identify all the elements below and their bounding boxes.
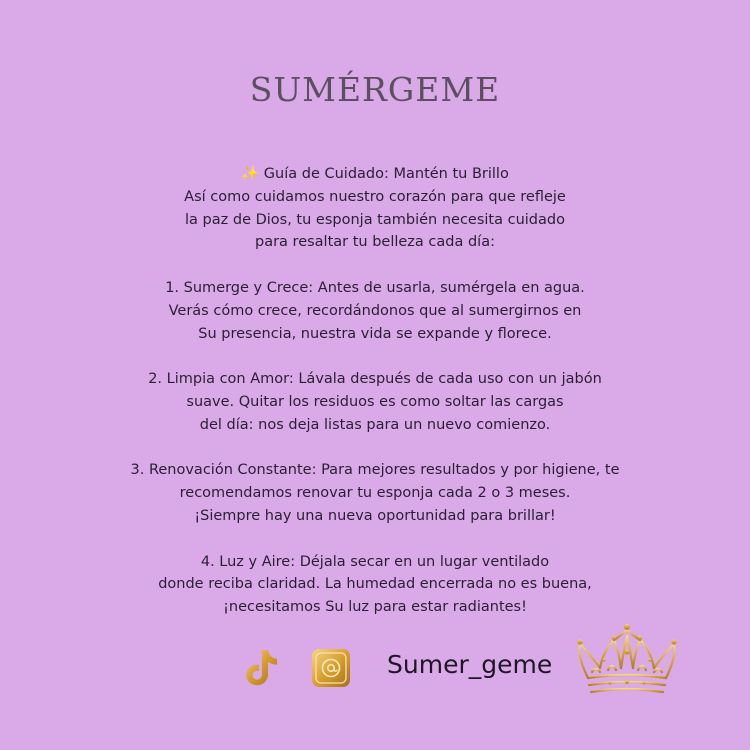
tiktok-icon[interactable] [243, 648, 281, 688]
step-line: 1. Sumerge y Crece: Antes de usarla, sumérgela en agua. [165, 279, 585, 296]
step-line: 2. Limpia con Amor: Lávala después de cada uso con un jabón [148, 371, 602, 388]
step-line: ¡Siempre hay una nueva oportunidad para brillar! [194, 507, 556, 524]
crown-icon [574, 622, 680, 698]
step-line: Su presencia, nuestra vida se expande y florece. [198, 325, 552, 342]
social-handle: Sumer_geme [387, 650, 553, 679]
step-line: 4. Luz y Aire: Déjala secar en un lugar ventilado [200, 553, 550, 570]
step-line: suave. Quitar los residuos es como soltar las cargas [186, 393, 564, 410]
step-2 [100, 368, 650, 436]
intro-line: la paz de Dios, tu esponja también necesita cuidado [185, 211, 565, 228]
page-title: SUMÉRGEME [249, 70, 501, 109]
guide-heading: ✨ Guía de Cuidado: Mantén tu Brillo [241, 166, 509, 182]
step-4 [100, 551, 650, 619]
step-3 [100, 459, 650, 527]
instagram-icon[interactable] [311, 648, 351, 688]
social-footer [0, 622, 750, 702]
care-guide [100, 163, 650, 619]
step-line: 3. Renovación Constante: Para mejores resultados y por higiene, te [130, 462, 620, 479]
intro-line: para resaltar tu belleza cada día: [255, 234, 495, 251]
step-line: Verás cómo crece, recordándonos que al sumergirnos en [168, 302, 582, 319]
intro-line: Así como cuidamos nuestro corazón para que refleje [184, 188, 566, 205]
step-line: ¡necesitamos Su luz para estar radiantes! [223, 599, 527, 616]
step-line: del día: nos deja listas para un nuevo comienzo. [199, 416, 551, 433]
step-line: recomendamos renovar tu esponja cada 2 o 3 meses. [179, 485, 571, 502]
guide-intro [100, 163, 650, 254]
step-1 [100, 277, 650, 345]
step-line: donde reciba claridad. La humedad encerrada no es buena, [158, 576, 592, 593]
